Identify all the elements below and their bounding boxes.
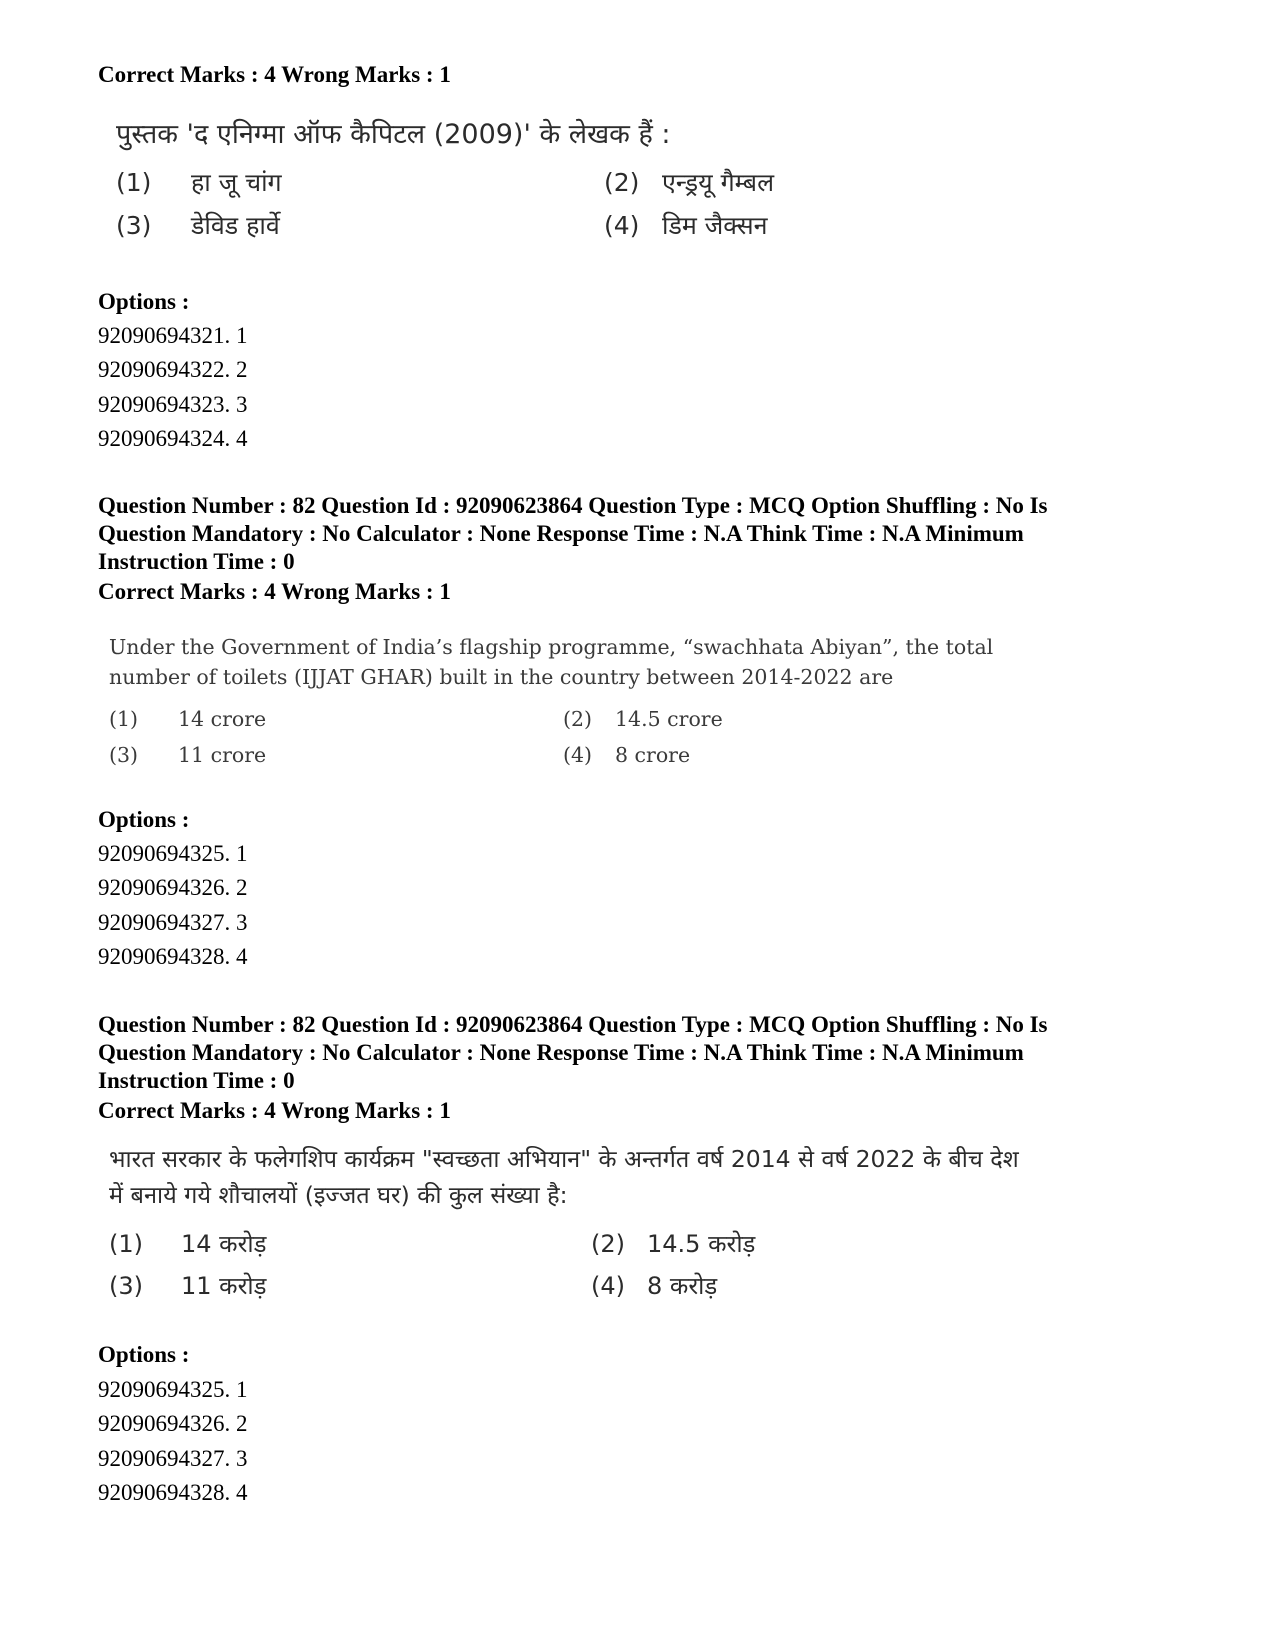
option-id: 92090694324. 4 bbox=[98, 425, 248, 451]
correct-marks-line: Correct Marks : 4 Wrong Marks : 1 bbox=[98, 62, 451, 87]
question-hindi-toilets bbox=[109, 1141, 1149, 1317]
option-id: 92090694326. 2 bbox=[98, 875, 248, 901]
choice-2: (2) 14.5 crore bbox=[563, 707, 723, 731]
options-heading: Options : bbox=[98, 289, 190, 314]
choice-2: (2) एन्ड्रयू गैम्बल bbox=[604, 168, 775, 197]
option-id: 92090694325. 1 bbox=[98, 841, 248, 866]
answer-choices bbox=[116, 165, 1116, 265]
choice-4: (4) 8 crore bbox=[563, 743, 691, 767]
meta-line: Instruction Time : 0 bbox=[98, 549, 295, 574]
question-stem: पुस्तक 'द एनिग्मा ऑफ कैपिटल (2009)' के लेखक हैं : bbox=[116, 119, 671, 150]
option-id: 92090694323. 3 bbox=[98, 391, 248, 417]
option-id: 92090694326. 2 bbox=[98, 1411, 248, 1437]
question-meta bbox=[98, 492, 1178, 576]
choice-3: (3) डेविड हार्वे bbox=[116, 211, 280, 240]
meta-line: Question Number : 82 Question Id : 92090623864 Question Type : MCQ Option Shuffling : No Is bbox=[98, 1012, 1048, 1037]
meta-line: Instruction Time : 0 bbox=[98, 1068, 295, 1093]
correct-marks-line: Correct Marks : 4 Wrong Marks : 1 bbox=[98, 579, 451, 604]
answer-choices bbox=[109, 1227, 1149, 1317]
question-meta bbox=[98, 1011, 1178, 1095]
option-id: 92090694327. 3 bbox=[98, 909, 248, 935]
question-english-toilets bbox=[109, 632, 1109, 787]
option-id: 92090694328. 4 bbox=[98, 1479, 248, 1505]
meta-line: Question Number : 82 Question Id : 92090623864 Question Type : MCQ Option Shuffling : No Is bbox=[98, 493, 1048, 518]
answer-choices bbox=[109, 707, 1109, 787]
options-list bbox=[98, 319, 248, 456]
choice-1: (1) 14 करोड़ bbox=[109, 1230, 267, 1258]
correct-marks-line: Correct Marks : 4 Wrong Marks : 1 bbox=[98, 1098, 451, 1123]
question-stem-line: Under the Government of India’s flagship programme, “swachhata Abiyan”, the total bbox=[109, 635, 994, 659]
choice-4: (4) डिम जैक्सन bbox=[604, 211, 768, 240]
option-id: 92090694321. 1 bbox=[98, 323, 248, 348]
meta-line: Question Mandatory : No Calculator : None Response Time : N.A Think Time : N.A Minimum bbox=[98, 1040, 1024, 1065]
option-id: 92090694328. 4 bbox=[98, 943, 248, 969]
choice-1: (1) हा जू चांग bbox=[116, 168, 282, 197]
choice-1: (1) 14 crore bbox=[109, 707, 267, 731]
choice-3: (3) 11 crore bbox=[109, 743, 267, 767]
choice-3: (3) 11 करोड़ bbox=[109, 1272, 267, 1300]
options-heading: Options : bbox=[98, 1342, 190, 1367]
question-stem-line: number of toilets (IJJAT GHAR) built in the country between 2014-2022 are bbox=[109, 665, 894, 689]
question-hindi-author bbox=[116, 117, 1116, 265]
question-stem-line: भारत सरकार के फलेगशिप कार्यक्रम "स्वच्छता अभियान" के अन्तर्गत वर्ष 2014 से वर्ष 2022 के बीच देश bbox=[109, 1145, 1019, 1173]
option-id: 92090694322. 2 bbox=[98, 357, 248, 383]
choice-4: (4) 8 करोड़ bbox=[591, 1272, 718, 1300]
options-list bbox=[98, 837, 248, 974]
meta-line: Question Mandatory : No Calculator : None Response Time : N.A Think Time : N.A Minimum bbox=[98, 521, 1024, 546]
options-list bbox=[98, 1373, 248, 1510]
question-stem-line: में बनाये गये शौचालयों (इज्जत घर) की कुल संख्या है: bbox=[109, 1181, 568, 1209]
option-id: 92090694325. 1 bbox=[98, 1377, 248, 1402]
options-heading: Options : bbox=[98, 807, 190, 832]
option-id: 92090694327. 3 bbox=[98, 1445, 248, 1471]
choice-2: (2) 14.5 करोड़ bbox=[591, 1230, 756, 1258]
